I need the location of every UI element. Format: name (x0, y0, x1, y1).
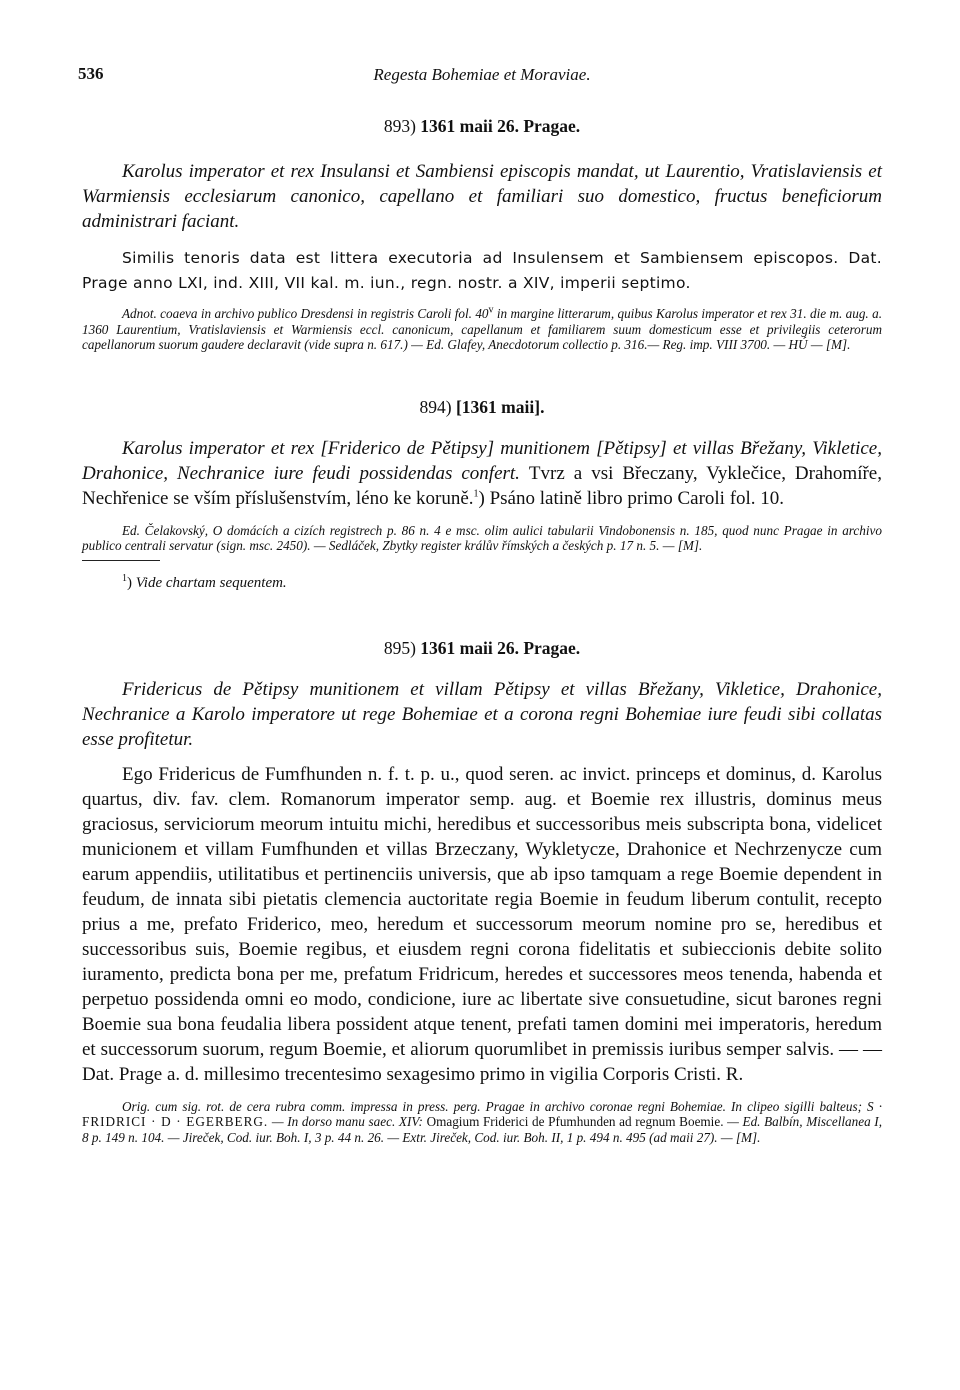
footnote-text: Vide chartam sequentem. (135, 574, 287, 591)
entry-regest: Fridericus de Pětipsy munitionem et villam Pětipsy et villas Břežany, Vikletice, Drahonice, Nechranice a Karolo imperatore ut rege Bohemiae et a corona regni Bohemiae iure feudi sibi collatas esse profitetur. (82, 678, 882, 750)
page-number: 536 (78, 64, 104, 83)
entry-number: 893) (383, 116, 416, 136)
page-header (78, 62, 882, 92)
entry-notes (82, 1099, 882, 1146)
footnote-reference: 1 (473, 488, 479, 500)
entry-date: [1361 maii]. (455, 396, 545, 417)
dorsal-note: Omagium Friderici de Pfumhunden ad regnum Boemie. (426, 1114, 724, 1129)
footnote: $^1$) Vide chartam sequentem. (122, 572, 287, 591)
entry-date: 1361 maii 26. Pragae. (420, 116, 581, 136)
body-text: ) Psáno latině libro primo Caroli fol. 10. (478, 487, 785, 509)
entry-notes (82, 306, 882, 353)
entry-regest: Karolus imperator et rex Insulansi et Sambiensi episcopis mandat, ut Laurentio, Vratislaviensis et Warmiensis ecclesiarum canonico, capellano et familiari suo domestico, fructus beneficiorum administrari faciant. (82, 161, 882, 232)
entry-heading (82, 116, 882, 137)
entry-body: Ego Fridericus de Fumfhunden n. f. t. p. u., quod seren. ac invict. princeps et dominus, d. Karolus quartus, div. fav. clem. Romanorum imperator semp. aug. et Boemie rex illustris, dominus meus graciosus, serviciorum meorum intuitu michi, heredibus et successoribus meis subscripta bona, videlicet municionem et villam Fumfhunden et villas Brzeczany, Wykletycze, Drahonice et Nechrzenycze cum earum appendiis, utilitatibus et pertinenciis universis, que ab ipso tamquam a rege Boemie dependent in feudum, de innata sibi pietatis clemencia auctoritate regia Boemie in feudum liberum contulit, recepto prius a me, prefato Friderico, meo, heredum et successorum meorum nomine pro se, heredibus et successoribus suis, Boemie regibus, et eiusdem regni corona fidelitatis et subieccionis debite solito iuramento, predicta bona per me, prefatum Fridricum, heredes et successores meos tenenda, habenda et perpetuo possidenda omni eo modo, condicione, iure ac libertate sive consuetudine, sicut barones regni Boemie sua bona feudalia libera possident atque tenent, prefati tamen domini mei imperatoris, heredum et successorum suorum, regum Boemie, et aliorum quorumlibet in premissis iuribus semper salvis. — — Dat. Prage a. d. millesimo trecentesimo sexagesimo primo in vigilia Corporis Cristi. R. (82, 763, 882, 1085)
entry-body: Similis tenoris data est littera executoria ad Insulensem et Sambiensem episcopos. Dat. Prage anno LXI, ind. XIII, VII kal. m. iun., regn. nostr. a XIV, imperii septimo. (82, 249, 882, 292)
notes-part: — Ed. Balbín, Miscellanea I, 8 p. 149 n. 104. — Jireček, Cod. iur. Boh. I, 3 p. 44 n. 26. — Extr. Jireček, Cod. iur. Boh. II, 1 p. 494 n. 495 (ad maii 27). — [M]. (82, 1114, 882, 1145)
notes-superscript: v (488, 304, 494, 316)
document-page (78, 62, 882, 1145)
entry-date: 1361 maii 26. Pragae. (420, 637, 581, 658)
running-title: Regesta Bohemiae et Moraviae. (373, 65, 591, 84)
footnote-rule (82, 560, 160, 561)
entry-heading (82, 397, 882, 418)
notes-part: Orig. cum sig. rot. de cera rubra comm. impressa in press. perg. Pragae in archivo coronae regni Bohemiae. In clipeo sigilli balteus; S · (122, 1098, 882, 1114)
entry-894 (82, 397, 882, 592)
entry-number: 894) (419, 396, 452, 417)
entry-number: 895) (383, 637, 416, 658)
entry-regest (82, 436, 882, 511)
seal-legend: FRIDRICI · D · EGERBERG. (82, 1114, 269, 1129)
entry-notes: Ed. Čelakovský, O domácích a cizích registrech p. 86 n. 4 e msc. olim aulici tabularii Vindobonensis n. 185, quod nunc Pragae in archivo publico centrali servatur (sign. msc. 2450). — Sedláček, Zbytky register králův římských a českých p. 17 n. 5. — [M]. (82, 522, 882, 553)
notes-part: Adnot. coaeva in archivo publico Dresdensi in registris Caroli fol. 40 (122, 306, 489, 321)
footnote-mark: 1 (122, 572, 127, 584)
body-text: Tvrz a vsi Břeczany, Vyklečice, Drahomíře, Nechřenice se vším příslušenstvím, léno ke koruně. (82, 462, 882, 509)
entry-heading (82, 638, 882, 659)
entry-895 (82, 638, 882, 1146)
entry-893 (82, 116, 882, 353)
regest-text: Karolus imperator et rex [Friderico de Pětipsy] munitionem [Pětipsy] et villas Břežany, Vikletice, Drahonice, Nechranice iure feudi possidendas confert. (82, 437, 882, 484)
notes-part: — In dorso manu saec. XIV: (268, 1114, 427, 1129)
notes-part: in margine litterarum, quibus Karolus imperator et rex 31. die m. aug. a. 1360 Laurentium, Vratislaviensis et Warmiensis eccl. canonicum, capellanum et familiarem suum domesticum esse et privilegiis ceterorum capellanorum suorum gaudere declaravit (vide supra n. 617.) — Ed. Glafey, Anecdotorum collectio p. 316.— Reg. imp. VIII 3700. — HÚ — [M]. (82, 306, 882, 352)
